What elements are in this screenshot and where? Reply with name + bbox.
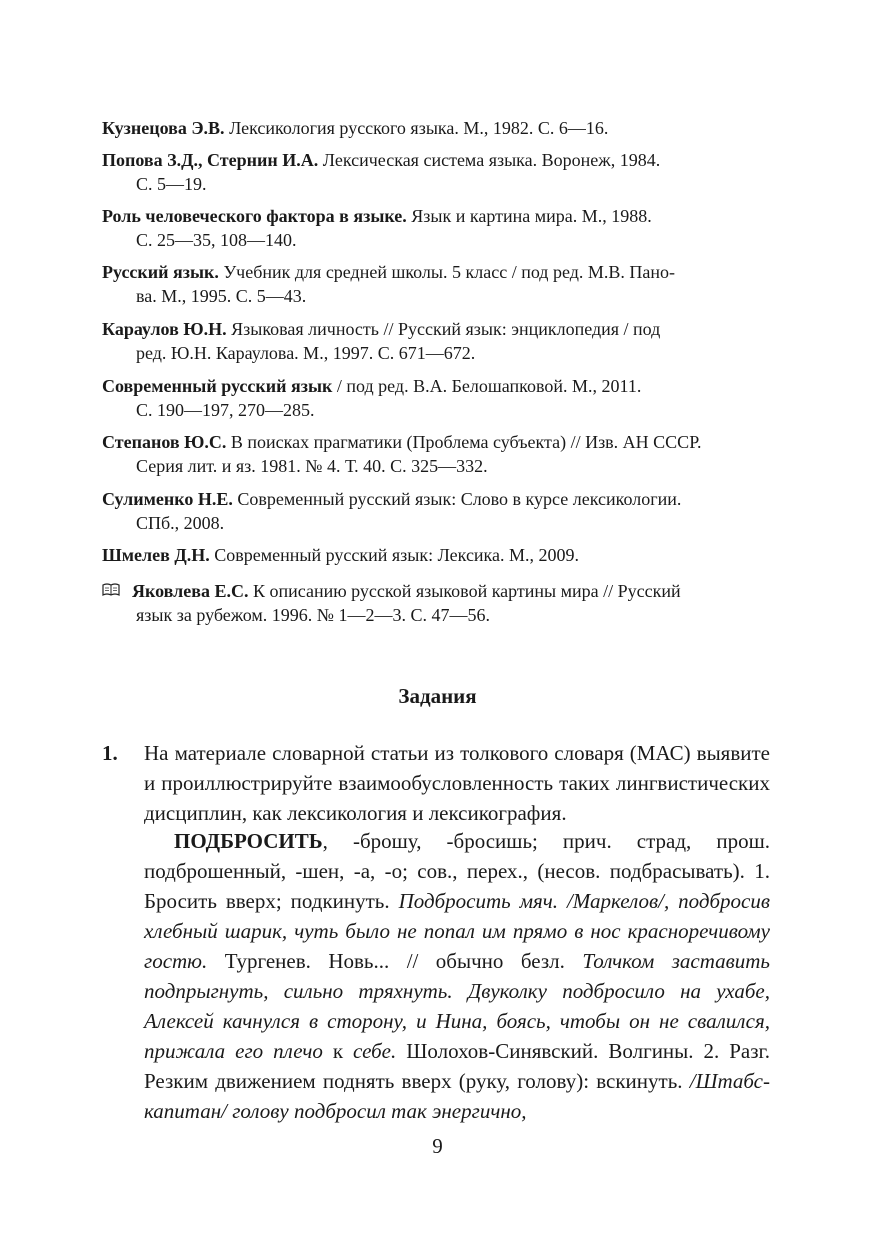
bib-continuation: ред. Ю.Н. Караулова. М., 1997. С. 671—672. [136,343,476,363]
bib-text: Лексическая система языка. Воронеж, 1984. [318,150,661,170]
entry-headword: ПОДБРОСИТЬ [174,829,323,853]
open-book-icon [102,583,120,597]
bib-text: Учебник для средней школы. 5 класс / под ред. М.В. Пано- [218,262,676,282]
entry-text: к [322,1039,354,1063]
bib-author: Шмелев Д.Н. [102,545,210,565]
bib-author: Степанов Ю.С. [102,432,227,452]
bib-continuation: С. 5—19. [136,174,207,194]
bib-entry [102,543,770,567]
bib-continuation: С. 25—35, 108—140. [136,230,297,250]
bib-author: Караулов Ю.Н. [102,319,227,339]
entry-example: Толчком заставить подпрыгнуть, сильно тряхнуть. Двуколку подбросило на ухабе, Алексей качнулся в сторону, и Нина, боясь, чтобы он не свалился, прижала его плечо [144,949,770,1063]
bib-author: Попова З.Д., Стернин И.А. [102,150,319,170]
bib-entry [102,260,770,308]
bib-entry [102,374,770,422]
task-number: 1. [102,741,118,765]
entry-text: Тургенев. Новь... // обычно безл. [207,949,583,973]
bib-continuation: СПб., 2008. [136,513,225,533]
bib-entry [102,487,770,535]
dictionary-entry [144,826,770,1126]
entry-example: /Штабс-капитан/ голову подбросил так энергично, [144,1069,770,1123]
bib-text: Современный русский язык: Лексика. М., 2009. [209,545,580,565]
entry-example: Подбросить мяч. /Маркелов/, подбросив хлебный шарик, чуть было не попал им прямо в нос красноречивому гостю. [144,889,770,973]
section-title: Задания [398,684,477,708]
bib-entry [102,317,770,365]
bib-author: Русский язык. [102,262,219,282]
bib-author: Кузнецова Э.В. [102,118,225,138]
bib-text: К описанию русской языковой картины мира // Русский [248,581,681,601]
bib-text: Современный русский язык: Слово в курсе лексикологии. [232,489,682,509]
task-item [102,738,770,828]
bib-author: Современный русский язык [102,376,333,396]
bib-text: Язык и картина мира. М., 1988. [406,206,652,226]
entry-text: Шолохов-Синявский. Волгины. 2. Разг. Резким движением поднять вверх (руку, голову): вскинуть. [144,1039,771,1093]
bib-author: Яковлева Е.С. [132,581,249,601]
bib-text: В поисках прагматики (Проблема субъекта) // Изв. АН СССР. [226,432,702,452]
bib-continuation: язык за рубежом. 1996. № 1—2—3. С. 47—56. [136,605,490,625]
bib-entry [102,204,770,252]
bib-text: Языковая личность // Русский язык: энциклопедия / под [226,319,661,339]
bib-entry [102,430,770,478]
bib-continuation: Серия лит. и яз. 1981. № 4. Т. 40. С. 325—332. [136,456,488,476]
entry-text: , -брошу, -бросишь; прич. страд, прош. подброшенный, -шен, -а, -о; сов., перех., (несов. подбрасывать). 1. Бросить вверх; подкинуть. [144,829,770,913]
bib-entry [102,116,770,140]
bib-text: / под ред. В.А. Белошапковой. М., 2011. [332,376,642,396]
bib-author: Сулименко Н.Е. [102,489,233,509]
task-text: На материале словарной статьи из толкового словаря (МАС) выявите и проиллюстрируйте взаимообусловленность таких лингвистических дисциплин, как лексикология и лексикография. [144,741,770,825]
bib-continuation: ва. М., 1995. С. 5—43. [136,286,307,306]
bib-entry [102,579,770,627]
bib-text: Лексикология русского языка. М., 1982. С. 6—16. [224,118,609,138]
page-number: 9 [432,1134,443,1158]
bib-entry [102,148,770,196]
bib-author: Роль человеческого фактора в языке. [102,206,407,226]
bib-continuation: С. 190—197, 270—285. [136,400,315,420]
entry-example: себе. [353,1039,397,1063]
